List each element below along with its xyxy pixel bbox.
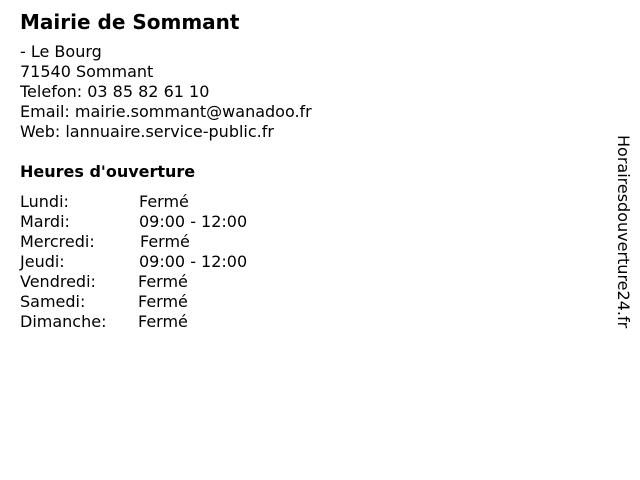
listing-card — [20, 8, 600, 332]
day-hours: Fermé — [138, 292, 188, 311]
brand-watermark: Horairesdouverture24.fr — [614, 135, 633, 329]
phone-line: Telefon: 03 85 82 61 10 — [20, 82, 210, 101]
hours-row-wednesday — [20, 232, 600, 252]
hours-row-tuesday — [20, 212, 600, 232]
hours-row-thursday — [20, 252, 600, 272]
hours-table — [20, 192, 600, 332]
day-hours: Fermé — [138, 312, 188, 331]
hours-row-friday — [20, 272, 600, 292]
email-line: Email: mairie.sommant@wanadoo.fr — [20, 102, 312, 121]
hours-row-sunday — [20, 312, 600, 332]
day-label: Lundi: — [20, 192, 69, 211]
day-hours: Fermé — [139, 192, 189, 211]
city-line: 71540 Sommant — [20, 62, 154, 81]
day-label: Dimanche: — [20, 312, 107, 331]
hours-heading: Heures d'ouverture — [20, 162, 196, 181]
day-label: Vendredi: — [20, 272, 96, 291]
day-hours: 09:00 - 12:00 — [139, 212, 248, 231]
hours-row-monday — [20, 192, 600, 212]
day-label: Mardi: — [20, 212, 70, 231]
day-hours: Fermé — [140, 232, 190, 251]
day-label: Jeudi: — [20, 252, 65, 271]
day-label: Mercredi: — [20, 232, 95, 251]
day-hours: Fermé — [138, 272, 188, 291]
page-title: Mairie de Sommant — [20, 10, 240, 34]
hours-row-saturday — [20, 292, 600, 312]
web-line: Web: lannuaire.service-public.fr — [20, 122, 274, 141]
day-hours: 09:00 - 12:00 — [139, 252, 248, 271]
street-line: - Le Bourg — [20, 42, 102, 61]
day-label: Samedi: — [20, 292, 86, 311]
address-block — [20, 42, 600, 142]
